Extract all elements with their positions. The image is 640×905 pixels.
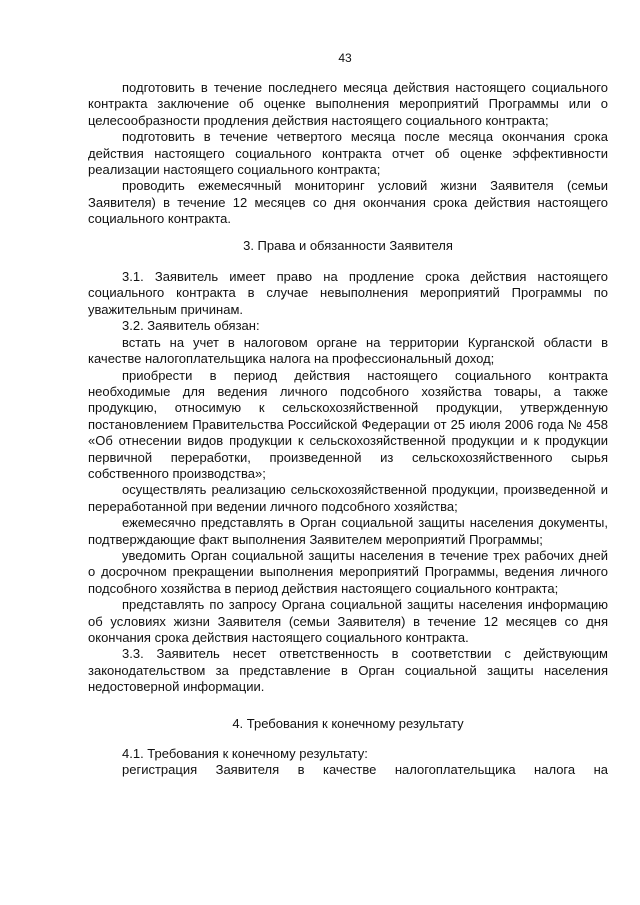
paragraph-purchase-goods: приобрести в период действия настоящего социального контракта необходимые для ведения личного подсобного хозяйства товары, а также продукцию, относимую к сельскохозяйственной продукции, утвержденную постановлением Правительства Российской Федерации от 25 июля 2006 года № 458 «Об отнесении видов продукции к сельскохозяйственной продукции и к продукции первичной переработки, произведенной из сельскохозяйственного сырья собственного производства»; — [88, 367, 608, 481]
paragraph-4-1: 4.1. Требования к конечному результату: — [122, 746, 368, 762]
paragraph-3-1: 3.1. Заявитель имеет право на продление срока действия настоящего социального контракта в случае невыполнения мероприятий Программы по уважительным причинам. — [88, 269, 608, 317]
paragraph-provide-information: представлять по запросу Органа социальной защиты населения информацию об условиях жизни Заявителя (семьи Заявителя) в течение 12 месяцев со дня окончания срока действия настоящего социального контракта. — [88, 597, 608, 645]
paragraph-obligation-report: подготовить в течение последнего месяца действия настоящего социального контракта заключение об оценке выполнения мероприятий Программы или о целесообразности продления действия настоящего социального контракта; — [88, 80, 608, 128]
paragraph-sell-produce: осуществлять реализацию сельскохозяйственной продукции, произведенной и переработанной при ведении личного подсобного хозяйства; — [88, 482, 608, 514]
paragraph-registration-continued: регистрация Заявителя в качестве налогоплательщика налога на — [122, 762, 608, 778]
paragraph-obligation-monitoring: проводить ежемесячный мониторинг условий жизни Заявителя (семьи Заявителя) в течение 12 месяцев со дня окончания срока действия настоящего социального контракта. — [88, 178, 608, 227]
document-body — [88, 80, 608, 779]
section-3-heading: 3. Права и обязанности Заявителя — [243, 237, 453, 253]
paragraph-3-3: 3.3. Заявитель несет ответственность в соответствии с действующим законодательством за представление в Орган социальной защиты населения недостоверной информации. — [88, 646, 608, 695]
paragraph-tax-registration: встать на учет в налоговом органе на территории Курганской области в качестве налогоплательщика налога на профессиональный доход; — [88, 334, 608, 367]
section-4-heading: 4. Требования к конечному результату — [232, 715, 464, 731]
paragraph-3-2: 3.2. Заявитель обязан: — [122, 318, 260, 334]
paragraph-notify-termination: уведомить Орган социальной защиты населения в течение трех рабочих дней о досрочном прекращении выполнения мероприятий Программы, ведения личного подсобного хозяйства в период действия настоящего социального контракта; — [88, 547, 608, 596]
page-number: 43 — [338, 51, 352, 65]
paragraph-obligation-effectiveness: подготовить в течение четвертого месяца после месяца окончания срока действия настоящего социального контракта отчет об оценке эффективности реализации настоящего социального контракта; — [88, 129, 608, 178]
paragraph-monthly-documents: ежемесячно представлять в Орган социальной защиты населения документы, подтверждающие факт выполнения Заявителем мероприятий Программы; — [88, 515, 608, 547]
